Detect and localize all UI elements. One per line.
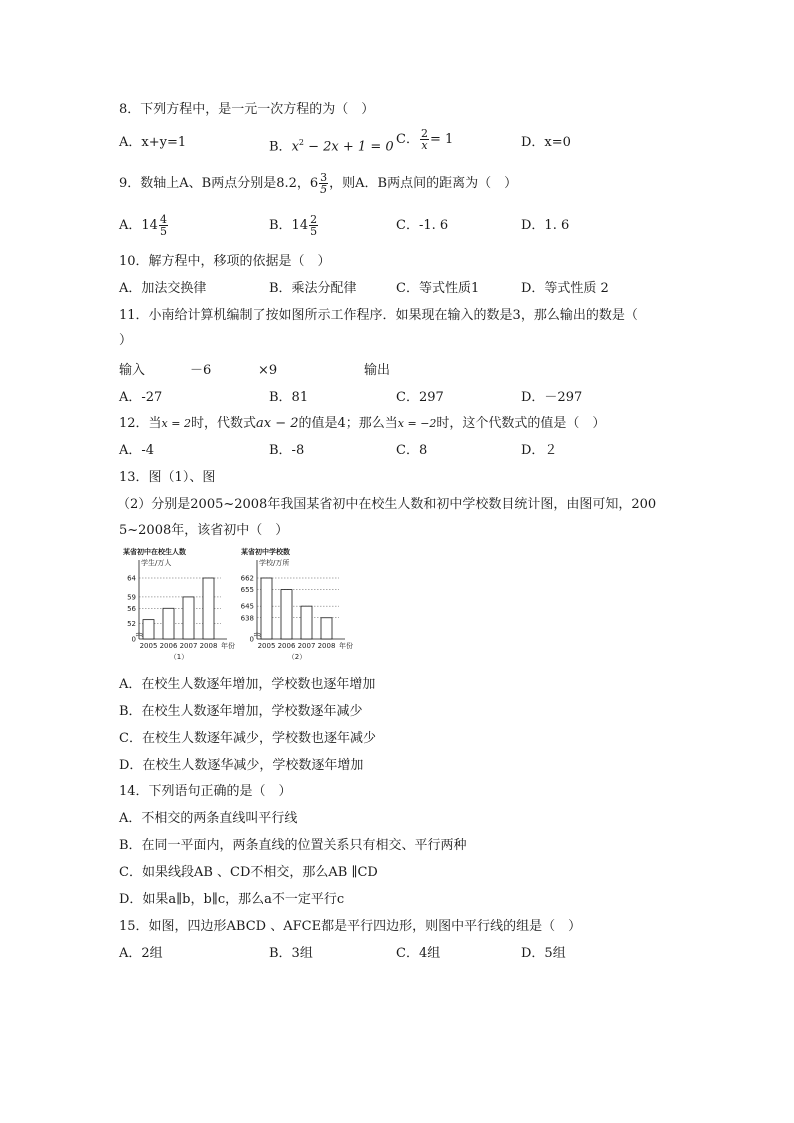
chart-caption: （2） (287, 653, 307, 661)
q13-option-d: D．在校生人数逐华减少，学校数逐年增加 (119, 758, 364, 773)
q12-option-b: B．-8 (269, 443, 305, 458)
chart-caption: （1） (169, 653, 189, 661)
q9-option-c: C．-1. 6 (396, 218, 449, 233)
bar-2008 (321, 618, 332, 639)
y-tick-label: 662 (240, 574, 254, 583)
q13-stem-3: 5~2008年，该省初中（ ） (119, 523, 289, 538)
q10-option-c: C．等式性质1 (396, 281, 480, 296)
x-tick-label: 2007 (297, 642, 316, 650)
y-tick-label: 0 (131, 635, 136, 644)
y-tick-label: 0 (249, 635, 254, 644)
q14-option-b: B．在同一平面内，两条直线的位置关系只有相交、平行两种 (119, 838, 467, 853)
y-tick-label: 56 (127, 604, 136, 613)
chart-title: 某省初中在校生人数 (123, 548, 186, 556)
q8-option-d: D．x=0 (521, 135, 571, 150)
q11-option-c: C．297 (396, 390, 444, 405)
q10-option-a: A．加法交换律 (119, 281, 207, 296)
q14-stem: 14．下列语句正确的是（ ） (119, 784, 292, 799)
q15-option-b: B．3组 (269, 946, 313, 961)
y-tick-label: 59 (127, 593, 136, 602)
q13-stem-1: 13．图（1）、图 (119, 470, 216, 485)
y-tick-label: 645 (240, 602, 254, 611)
x-tick-label: 2006 (277, 642, 296, 650)
q11-stem-close: ） (119, 333, 133, 348)
q13-option-a: A．在校生人数逐年增加，学校数也逐年增加 (119, 677, 376, 692)
bar-2008 (203, 578, 214, 639)
q12-option-d: D．２ (521, 443, 558, 458)
x-tick-label: 2008 (317, 642, 336, 650)
q15-option-a: A．2组 (119, 946, 163, 961)
q12-option-a: A．-4 (119, 443, 155, 458)
statistics-charts (119, 546, 353, 671)
q15-option-c: C．4组 (396, 946, 441, 961)
bar-2006 (163, 608, 174, 639)
bar-2005 (261, 578, 272, 639)
x-tick-label: 2007 (179, 642, 198, 650)
q9-stem: 9．数轴上A、B两点分别是8.2，6 $\frac{3}{5}$ ，则A．B两点间的距离为（ ） (119, 171, 518, 196)
student-count-chart (123, 547, 235, 661)
q11-option-a: A．-27 (119, 390, 163, 405)
q14-option-d: D．如果a∥b，b∥c，那么a不一定平行c (119, 892, 345, 907)
chart-xlabel: 年份 (221, 642, 235, 650)
q12-option-c: C．8 (396, 443, 428, 458)
q11-stem: 11．小南给计算机编制了按如图所示工作程序．如果现在输入的数是3，那么输出的数是（ (119, 308, 638, 323)
flow-multiply-step: ×9 (258, 363, 278, 378)
q14-option-a: A．不相交的两条直线叫平行线 (119, 811, 298, 826)
y-tick-label: 655 (240, 586, 254, 595)
x-tick-label: 2006 (159, 642, 178, 650)
flow-output-label: 输出 (364, 363, 391, 378)
q13-option-c: C．在校生人数逐年减少，学校数也逐年减少 (119, 731, 376, 746)
x-tick-label: 2005 (139, 642, 158, 650)
q15-option-d: D．5组 (521, 946, 566, 961)
y-tick-label: 64 (127, 574, 136, 583)
q13-option-b: B．在校生人数逐年增加，学校数逐年减少 (119, 704, 363, 719)
bar-2005 (143, 620, 154, 639)
flow-input-label: 输入 (119, 363, 146, 378)
chart-ylabel: 学校/万所 (259, 559, 290, 567)
bar-2006 (281, 590, 292, 639)
x-tick-label: 2005 (257, 642, 276, 650)
bar-2007 (301, 606, 312, 639)
q13-stem-2: （2）分别是2005~2008年我国某省初中在校生人数和初中学校数目统计图，由图可知，200 (117, 497, 657, 512)
y-tick-label: 638 (240, 614, 254, 623)
flow-subtract-step: －6 (190, 363, 212, 378)
x-tick-label: 2008 (199, 642, 218, 650)
q8-stem: 8．下列方程中，是一元一次方程的为（ ） (119, 102, 375, 117)
q14-option-c: C．如果线段AB 、CD不相交，那么AB ∥CD (119, 865, 378, 880)
q12-stem: 12．当x = 2时，代数式ax − 2的值是4；那么当x = −2时，这个代数式的值是（ ） (119, 416, 606, 431)
q10-option-d: D．等式性质 2 (521, 281, 609, 296)
q9-option-b: B．14 $\frac{2}{5}$ (269, 213, 318, 238)
chart-ylabel: 学生/万人 (141, 559, 172, 567)
q15-stem: 15．如图，四边形ABCD 、AFCE都是平行四边形，则图中平行线的组是（ ） (119, 919, 582, 934)
chart-xlabel: 年份 (339, 642, 353, 650)
q8-option-a: A．x+y=1 (119, 135, 187, 150)
q10-option-b: B．乘法分配律 (269, 281, 357, 296)
q8-option-b: B．$x^2 - 2x + 1 = 0$ (269, 138, 394, 155)
y-tick-label: 52 (127, 619, 136, 628)
q10-stem: 10．解方程中，移项的依据是（ ） (119, 254, 331, 269)
q11-option-d: D．－297 (521, 390, 583, 405)
q9-option-a: A．14 $\frac{4}{5}$ (119, 213, 167, 238)
q11-option-b: B．81 (269, 390, 309, 405)
bar-2007 (183, 597, 194, 639)
q8-option-c: C． $\frac{2}{x}$ = 1 (396, 127, 454, 152)
chart-title: 某省初中学校数 (241, 548, 290, 556)
school-count-chart (241, 547, 353, 661)
q9-option-d: D．1. 6 (521, 218, 570, 233)
